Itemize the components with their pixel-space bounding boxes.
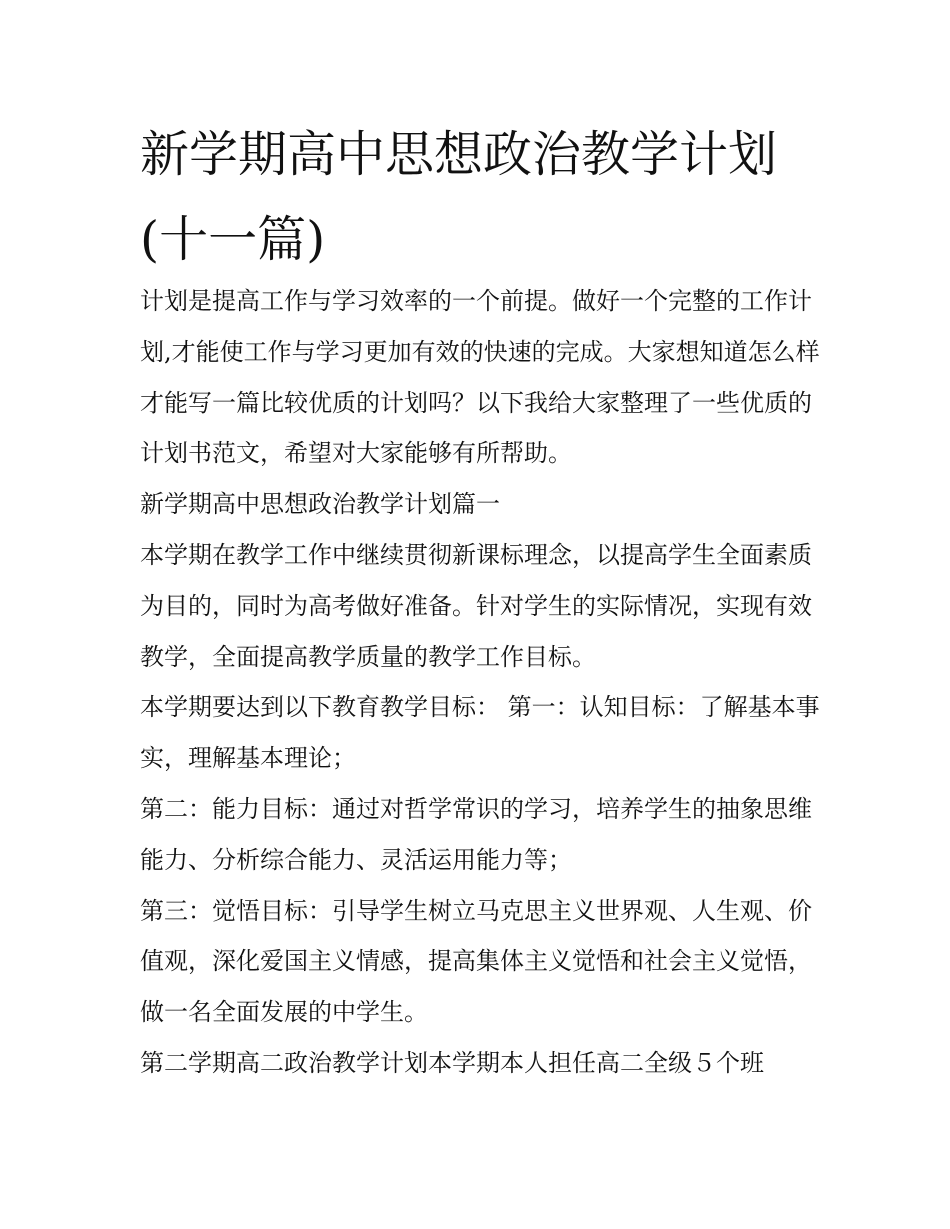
paragraph-goal: 本学期在教学工作中继续贯彻新课标理念，以提高学生全面素质为目的，同时为高考做好准备。针对学生的实际情况，实现有效教学，全面提高教学质量的教学工作目标。	[140, 540, 812, 671]
paragraph-objective-2: 第二：能力目标：通过对哲学常识的学习，培养学生的抽象思维能力、分析综合能力、灵活运用能力等；	[140, 794, 812, 874]
document-title: 新学期高中思想政治教学计划(十一篇)	[140, 126, 778, 268]
paragraph-second-term: 第二学期高二政治教学计划本学期本人担任高二全级５个班	[140, 1048, 764, 1077]
document-body	[140, 276, 830, 1089]
paragraph-objective-1: 本学期要达到以下教育教学目标： 第一：认知目标：了解基本事实，理解基本理论；	[140, 693, 820, 773]
section-heading: 新学期高中思想政治教学计划篇一	[140, 490, 500, 519]
paragraph-intro: 计划是提高工作与学习效率的一个前提。做好一个完整的工作计划,才能使工作与学习更加有效的快速的完成。大家想知道怎么样才能写一篇比较优质的计划吗？以下我给大家整理了一些优质的计划书范文，希望对大家能够有所帮助。	[140, 287, 820, 468]
paragraph-objective-3: 第三：觉悟目标：引导学生树立马克思主义世界观、人生观、价值观，深化爱国主义情感，提高集体主义觉悟和社会主义觉悟，做一名全面发展的中学生。	[140, 896, 812, 1027]
